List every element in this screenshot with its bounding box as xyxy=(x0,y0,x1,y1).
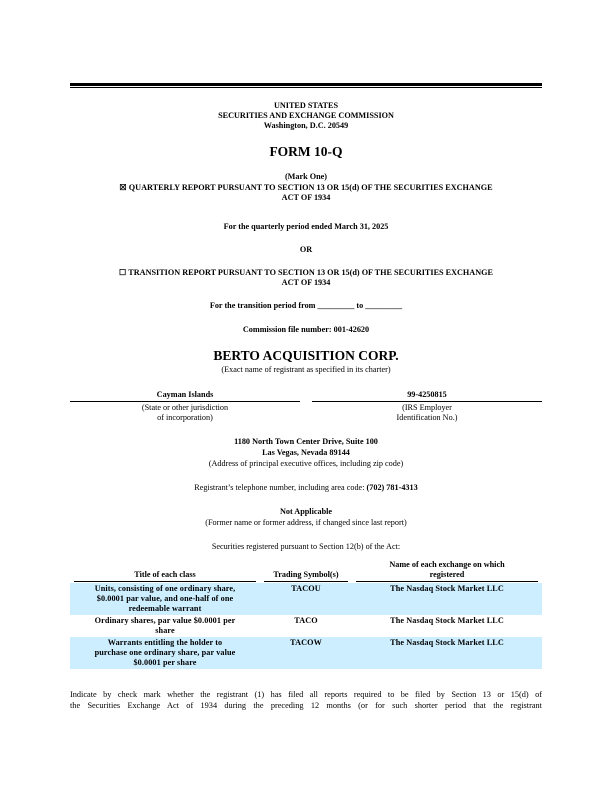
top-rule-thick xyxy=(70,83,542,86)
ein-caption-2: Identification No.) xyxy=(396,413,458,422)
form-title: FORM 10-Q xyxy=(269,144,343,159)
transition-report-label-cont: ACT OF 1934 xyxy=(281,278,331,287)
exchange-cell: The Nasdaq Stock Market LLC xyxy=(352,637,542,669)
mark-one-label: (Mark One) xyxy=(284,172,328,181)
jurisdiction-caption-1: (State or other jurisdiction xyxy=(141,403,229,412)
ein-value: 99-4250815 xyxy=(312,390,542,402)
former-name-value: Not Applicable xyxy=(279,507,333,516)
class-title-cell: Ordinary shares, par value $0.0001 per share xyxy=(94,616,236,635)
quarterly-period: For the quarterly period ended March 31, 2025 xyxy=(223,222,389,231)
class-title-cell: Warrants entitling the holder to purchase one ordinary share, par value $0.0001 per share xyxy=(70,637,260,669)
telephone-label: Registrant’s telephone number, including area code: xyxy=(194,483,365,492)
table-row xyxy=(70,583,542,615)
paragraph-line-1: Indicate by check mark whether the registrant (1) has filed all reports required to be filed by Section 13 or 15(d) of xyxy=(70,690,542,699)
registrant-name: BERTO ACQUISITION CORP. xyxy=(213,348,399,363)
commission-file-number: Commission file number: 001-42620 xyxy=(242,325,370,334)
exchange-cell: The Nasdaq Stock Market LLC xyxy=(352,583,542,615)
table-row xyxy=(70,615,542,637)
ein-column xyxy=(312,390,542,423)
address-caption: (Address of principal executive offices, including zip code) xyxy=(208,459,404,468)
address-line-2: Las Vegas, Nevada 89144 xyxy=(262,448,350,457)
header-country: UNITED STATES xyxy=(273,101,339,110)
trading-symbol-cell: TACOW xyxy=(260,637,352,669)
header-exchange: Name of each exchange on which registered xyxy=(352,560,542,583)
trading-symbol-cell: TACOU xyxy=(260,583,352,615)
transition-report-label: TRANSITION REPORT PURSUANT TO SECTION 13 OR 15(d) OF THE SECURITIES EXCHANGE xyxy=(128,268,493,277)
exchange-cell: The Nasdaq Stock Market LLC xyxy=(390,616,504,625)
checked-checkbox-icon[interactable]: ☒ xyxy=(119,183,127,192)
top-rule-thin xyxy=(70,87,542,88)
unchecked-checkbox-icon[interactable]: ☐ xyxy=(119,268,127,277)
transition-period: For the transition period from _________ to _________ xyxy=(209,301,403,310)
telephone-line xyxy=(70,483,542,493)
header-city: Washington, D.C. 20549 xyxy=(263,121,349,130)
quarterly-report-line xyxy=(70,183,542,193)
trading-symbol-cell: TACO xyxy=(294,616,318,625)
former-name-caption: (Former name or former address, if changed since last report) xyxy=(205,518,407,527)
jurisdiction-caption-2: of incorporation) xyxy=(157,413,213,422)
jurisdiction-ein-block xyxy=(70,390,542,430)
address-line-1: 1180 North Town Center Drive, Suite 100 xyxy=(234,437,378,446)
header-trading-symbol: Trading Symbol(s) xyxy=(260,560,352,583)
paragraph-line-2: the Securities Exchange Act of 1934 during the preceding 12 months (or for such shorter period that the registrant xyxy=(70,701,542,710)
securities-table-header xyxy=(70,560,542,583)
header-agency: SECURITIES AND EXCHANGE COMMISSION xyxy=(218,111,394,120)
table-row xyxy=(70,637,542,669)
quarterly-report-label: QUARTERLY REPORT PURSUANT TO SECTION 13 OR 15(d) OF THE SECURITIES EXCHANGE xyxy=(128,183,493,192)
class-title-cell: Units, consisting of one ordinary share, $0.0001 par value, and one-half of one redeemable warrant xyxy=(70,583,260,615)
or-label: OR xyxy=(299,245,313,254)
header-title-of-class: Title of each class xyxy=(70,560,260,583)
jurisdiction-column xyxy=(70,390,300,423)
filing-compliance-paragraph xyxy=(70,689,542,711)
transition-report-line xyxy=(70,268,542,278)
registrant-name-caption: (Exact name of registrant as specified in its charter) xyxy=(221,365,391,374)
telephone-number: (702) 781-4313 xyxy=(366,483,418,492)
quarterly-report-label-cont: ACT OF 1934 xyxy=(281,193,331,202)
ein-caption-1: (IRS Employer xyxy=(402,403,452,412)
securities-intro: Securities registered pursuant to Section 12(b) of the Act: xyxy=(211,542,401,551)
securities-table xyxy=(70,560,542,669)
jurisdiction-value: Cayman Islands xyxy=(70,390,300,402)
